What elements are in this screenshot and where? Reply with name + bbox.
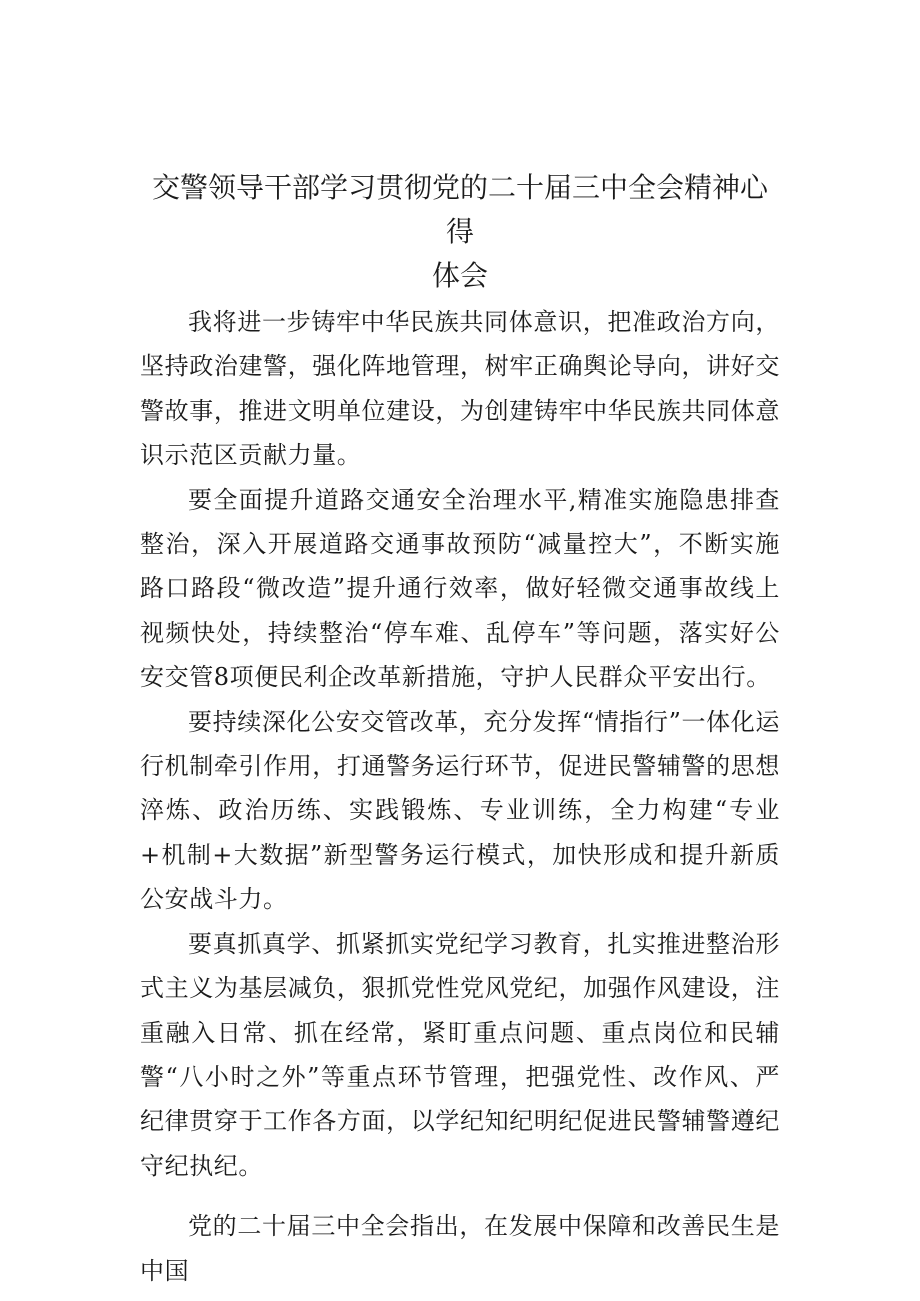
paragraph-4: 要真抓真学、抓紧抓实党纪学习教育，扎实推进整治形式主义为基层减负，狠抓党性党风党纪，加强作风建设，注重融入日常、抓在经常，紧盯重点问题、重点岗位和民辅警“八小时之外”等重点环节管理，把强党性、改作风、严纪律贯穿于工作各方面，以学纪知纪明纪促进民警辅警遵纪守纪执纪。 [140, 929, 780, 1180]
document-body [140, 300, 780, 1293]
title-line-2: 体会 [431, 259, 488, 292]
paragraph-3: 要持续深化公安交管改革，充分发挥“情指行”一体化运行机制牵引作用，打通警务运行环节，促进民警辅警的思想淬炼、政治历练、实践锻炼、专业训练，全力构建“专业+机制+大数据”新型警务运行模式，加快形成和提升新质公安战斗力。 [140, 707, 780, 914]
paragraph-5: 党的二十届三中全会指出，在发展中保障和改善民生是中国 [140, 1212, 780, 1285]
paragraph-2: 要全面提升道路交通安全治理水平,精准实施隐患排查整治，深入开展道路交通事故预防“减量控大”，不断实施路口路段“微改造”提升通行效率，做好轻微交通事故线上视频快处，持续整治“停车难、乱停车”等问题，落实好公安交管8项便民利企改革新措施，守护人民群众平安出行。 [140, 485, 780, 692]
title-line-1: 交警领导干部学习贯彻党的二十届三中全会精神心得 [151, 171, 768, 248]
document-title [140, 166, 780, 298]
paragraph-1: 我将进一步铸牢中华民族共同体意识，把准政治方向，坚持政治建警，强化阵地管理，树牢正确舆论导向，讲好交警故事，推进文明单位建设，为创建铸牢中华民族共同体意识示范区贡献力量。 [140, 308, 780, 470]
